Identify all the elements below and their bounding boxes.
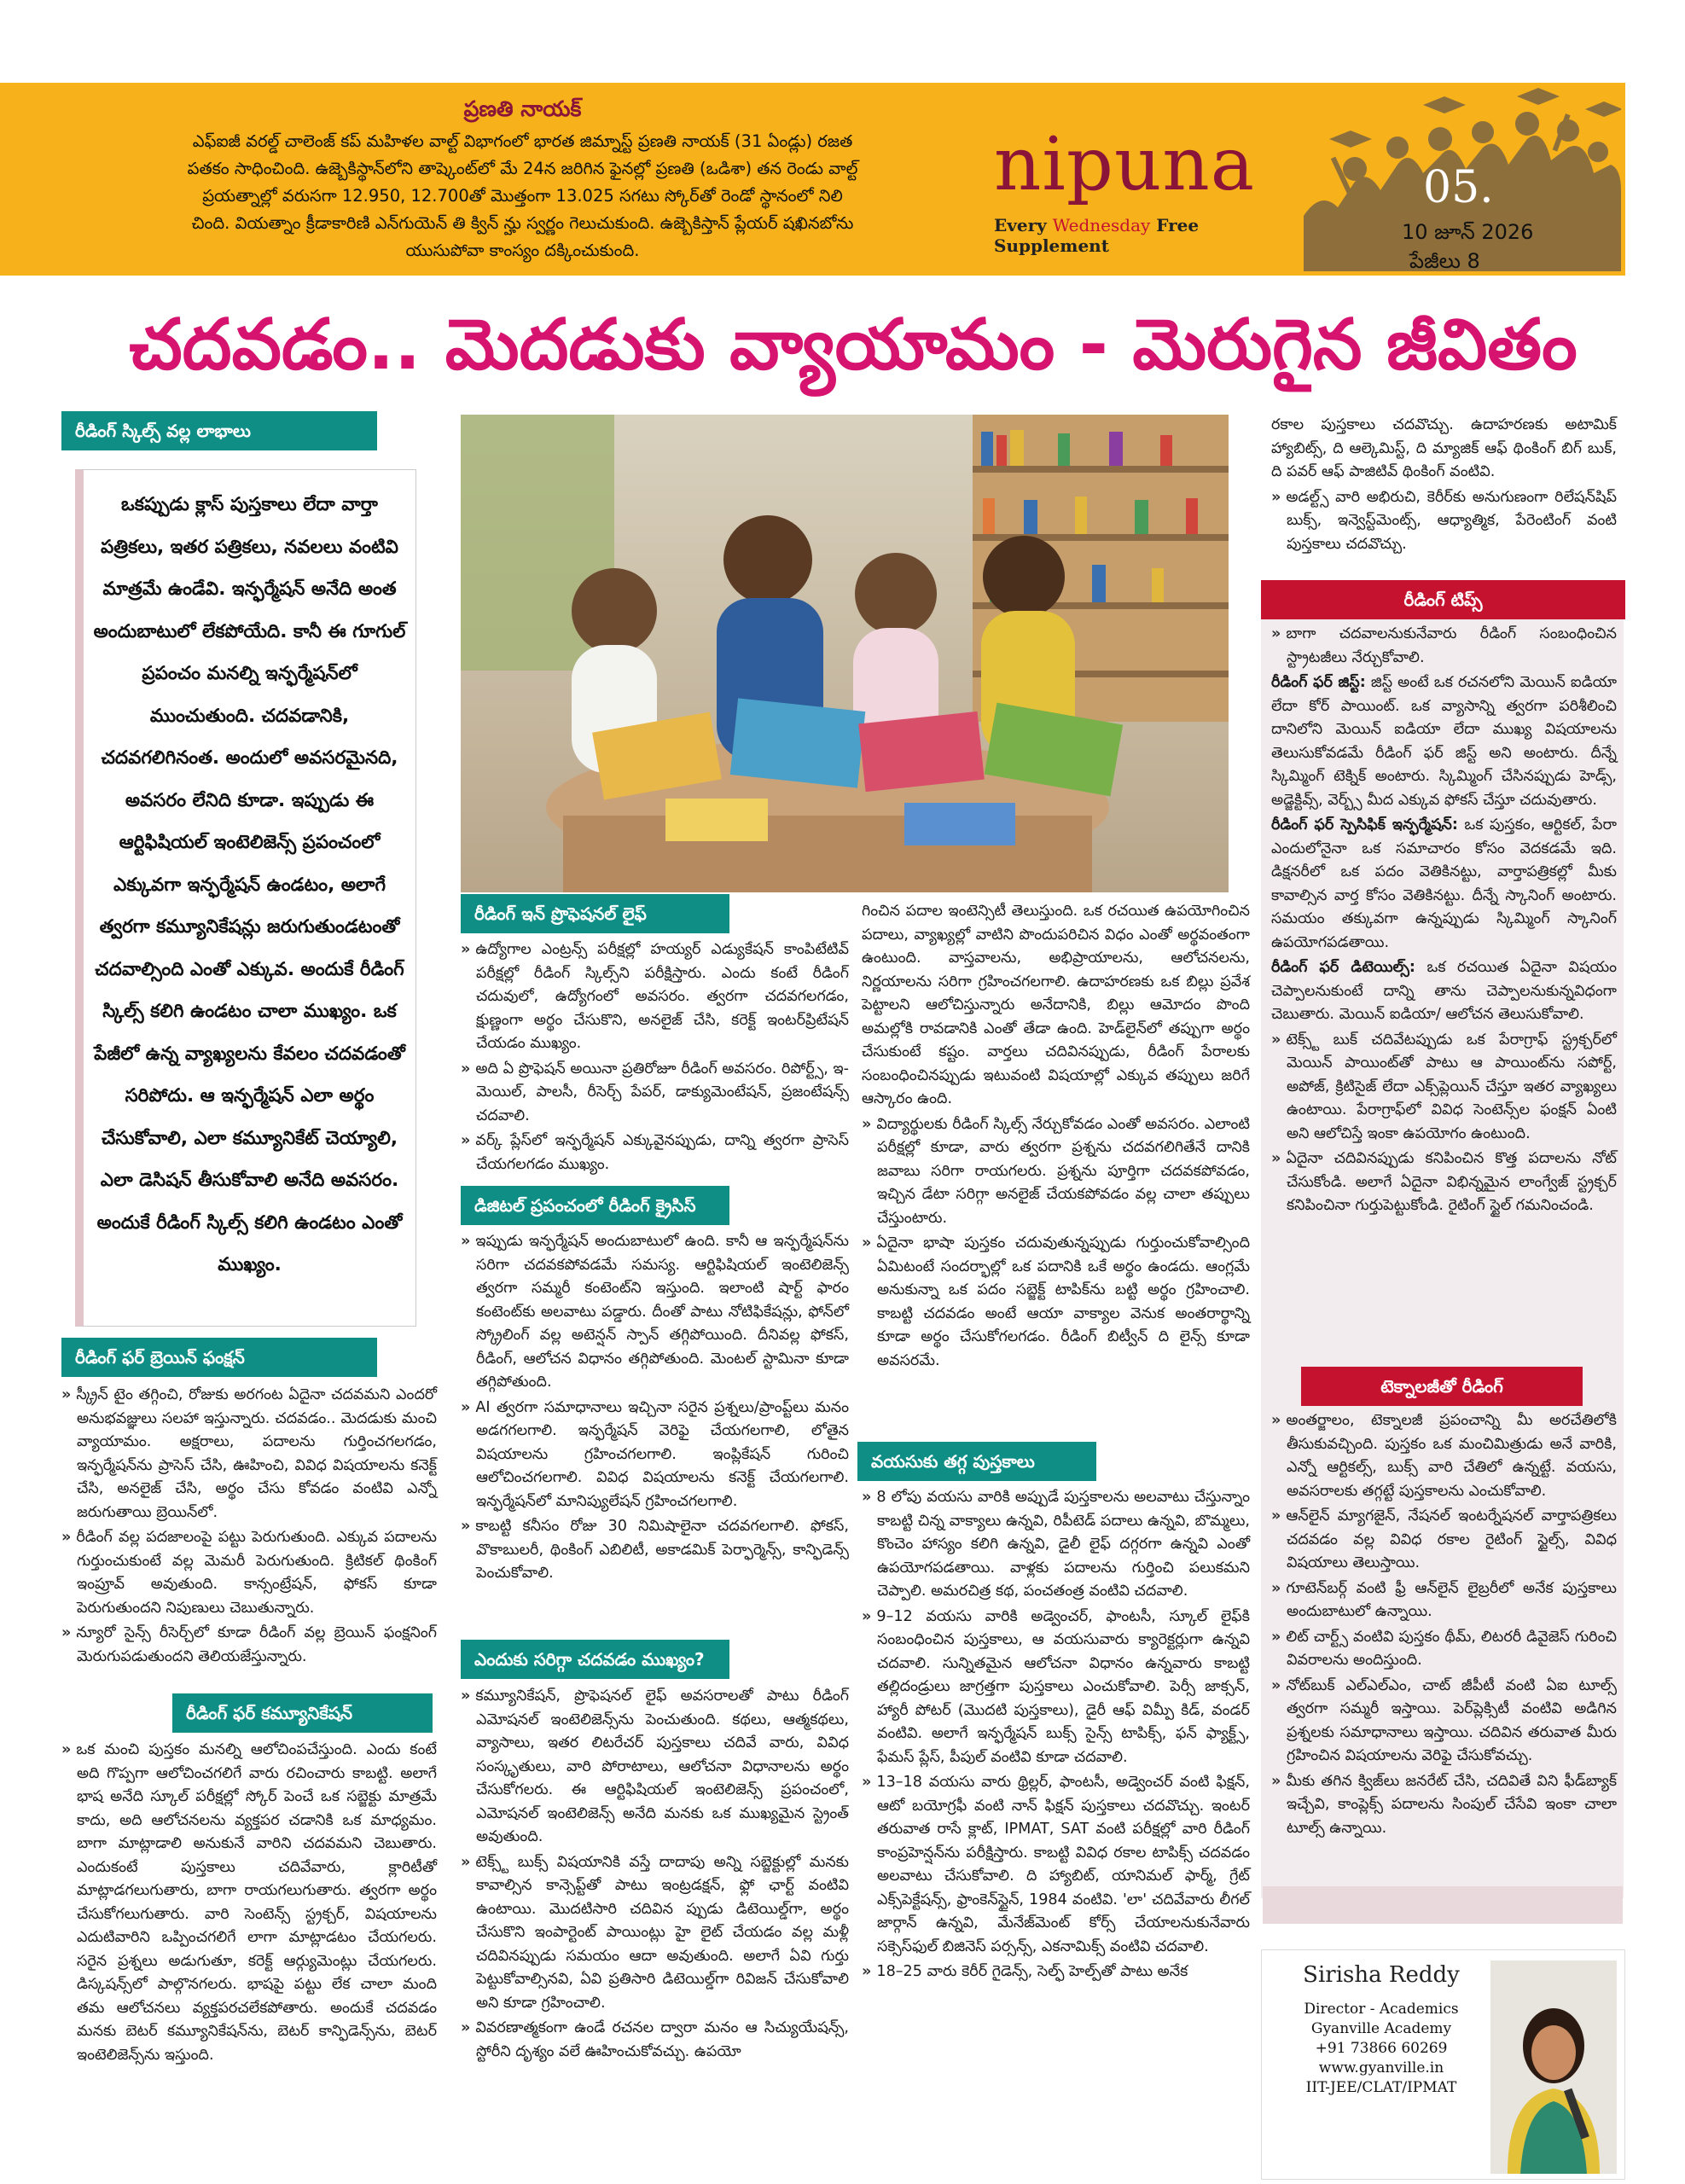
bullet-paragraph: » గూటెన్‌బర్గ్ వంటి ఫ్రీ ఆన్‌లైన్ లైబ్రరీలో అనేక పుస్తకాలు అందుబాటులో ఉన్నాయి. xyxy=(1271,1577,1617,1624)
professional-section xyxy=(461,938,849,1178)
bullet-paragraph: » AI త్వరగా సమాధానాలు ఇచ్చినా సరైన ప్రశ్నలు/ప్రాంప్ట్‌లు మనం అడగగలగాలి. ఇన్ఫర్మేషన్ వెరిఫై చేయగలగాలి, లోతైన విషయాలను గ్రహించగలగాలి. ఇంప్లికేషన్‌ గురించి ఆలోచించగలగాలి. వివిధ విషయాలను కనెక్ట్ చేయగలగాలి. ఇన్ఫర్మేషన్‌లో మానిప్యులేషన్ గ్రహించగలగాలి. xyxy=(461,1397,849,1514)
tip-text: ఒక రచయిత ఏదైనా విషయం చెప్పాలనుకుంటే దాన్ని తాను చెప్పాలనుకున్నవిధంగా చెబుతారు. మెయిన్ ఐడియా/ ఆలోచన తెలుసుకోవాలి. xyxy=(1271,959,1617,1023)
bullet-paragraph: » కాబట్టి కనీసం రోజు 30 నిమిషాలైనా చదవగలగాలి. ఫోకస్, వొకాబులరీ, థింకింగ్ ఎబిలిటీ, అకాడమిక్ పెర్ఫార్మెన్స్, కాన్ఫిడెన్స్ పెంచుకోవాలి. xyxy=(461,1515,849,1586)
bullet-paragraph: » మీకు తగిన క్విజ్‌లు జనరేట్ చేసి, చదివితే విని ఫీడ్‌బ్యాక్ ఇచ్చేవి, కాంప్లెక్స్ పదాలను సింపుల్ చేసేవి ఇంకా చాలా టూల్స్ ఉన్నాయి. xyxy=(1271,1770,1617,1841)
author-org: Gyanville Academy xyxy=(1310,2020,1452,2037)
column3-top xyxy=(862,900,1250,1374)
bullet-paragraph: » రీడింగ్ వల్ల పదజాలంపై పట్టు పెరుగుతుంది. ఎక్కువ పదాలను గుర్తుంచుకుంటే వల్ల మెమరీ పెరుగుతుంది. క్రిటికల్ థింకింగ్ ఇంప్రూవ్ అవుతుంది. కాన్సంట్రేషన్, ఫోకస్ కూడా పెరుగుతుందని నిపుణులు చెబుతున్నారు. xyxy=(61,1526,437,1620)
bullet-paragraph: » 9–12 వయసు వారికి అడ్వెంచర్, ఫాంటసీ, స్కూల్ లైఫ్‌కి సంబంధించిన పుస్తకాలు, ఆ వయసువారు క్యారెక్టర్లుగా ఉన్నవి చదవాలి. సున్నితమైన ఆలోచనా విధానం ఉన్నవారు కాబట్టి తల్లిదండ్రులు జాగ్రత్తగా పుస్తకాలు ఎంచుకోవాలి. పెర్సీ జాక్సన్, హ్యారీ పోటర్ (మొదటి పుస్తకాలు), డైరీ ఆఫ్ విమ్పీ కిడ్, వండర్ వంటివి. అలాగే ఇన్ఫర్మేషన్ బుక్స్ సైన్స్ టాపిక్స్, ఫన్ ఫ్యాక్ట్స్, ఫేమస్ ప్లేస్, పీపుల్ వంటివి కూడా చదవాలి. xyxy=(862,1606,1250,1770)
section-bar-tips: రీడింగ్ టిప్స్ xyxy=(1261,580,1625,619)
tip-title: రీడింగ్ ఫర్ డిటెయిల్స్: xyxy=(1271,959,1415,976)
bullet-paragraph: » అడల్ట్స్ వారి అభిరుచి, కెరీర్‌కు అనుగుణంగా రిలేషన్‌షిప్ బుక్స్, ఇన్వెస్ట్‌మెంట్స్, ఆధ్యాత్మిక, పేరెంటింగ్ వంటి పుస్తకాలు చదవొచ్చు. xyxy=(1271,486,1617,557)
bullet-paragraph: » 13–18 వయసు వారు థ్రిల్లర్, ఫాంటసీ, అడ్వెంచర్ వంటి ఫిక్షన్, ఆటో బయోగ్రఫీ వంటి నాన్ ఫిక్షన్ పుస్తకాలు చదవొచ్చు. ఇంటర్ తరువాత రాసే క్లాట్, IPMAT, SAT వంటి పరీక్షల్లో వారి రీడింగ్ కాంప్రహెన్షన్‌ను పరీక్షిస్తారు. కాబట్టి వివిధ రకాల టాపిక్స్ చదవడం అలవాటు చేసుకోవాలి. ది హ్యాబిట్, యానిమల్ ఫార్మ్, గ్రేట్ ఎక్స్‌పెక్టేషన్స్, ఫ్రాంకెన్‌స్టైన్, 1984 వంటివి. 'లా' చదివేవారు లీగల్ జార్గాన్ ఉన్నవి, మేనేజ్‌మెంట్ కోర్స్ చేయాలనుకునేవారు సక్సెస్‌ఫుల్ బిజినెస్ పర్సన్స్, ఎకనామిక్స్ వంటివి చదవాలి. xyxy=(862,1771,1250,1959)
tip-item xyxy=(1271,671,1617,812)
intro-box: ఒకప్పుడు క్లాస్ పుస్తకాలు లేదా వార్తా పత్రికలు, ఇతర పత్రికలు, నవలలు వంటివి మాత్రమే ఉండేవి. ఇన్ఫర్మేషన్ అనేది అంత అందుబాటులో లేకపోయేది. కానీ ఈ గూగుల్ ప్రపంచం మనల్ని ఇన్ఫర్మేషన్‌లో ముంచుతుంది. చదవడానికి, చదవగలిగినంత. అందులో అవసరమైనది, అవసరం లేనిది కూడా. ఇప్పుడు ఈ ఆర్టిఫిషియల్ ఇంటెలిజెన్స్ ప్రపంచంలో ఎక్కువగా ఇన్ఫర్మేషన్ ఉండటం, అలాగే త్వరగా కమ్యూనికేషన్లు జరుగుతుండటంతో చదవాల్సింది ఎంతో ఎక్కువ. అందుకే రీడింగ్ స్కిల్స్ కలిగి ఉండటం చాలా ముఖ్యం. ఒక పేజీలో ఉన్న వ్యాఖ్యలను కేవలం చదవడంతో సరిపోదు. ఆ ఇన్ఫర్మేషన్ ఎలా అర్థం చేసుకోవాలి, ఎలా కమ్యూనికేట్ చెయ్యాలి, ఎలా డెసిషన్ తీసుకోవాలి అనేది అవసరం. అందుకే రీడింగ్ స్కిల్స్ కలిగి ఉండటం ఎంతో ముఖ్యం. xyxy=(75,469,416,1327)
page-headline: చదవడం.. మెదడుకు వ్యాయామం - మెరుగైన జీవితం xyxy=(129,305,1578,386)
brand-tagline xyxy=(994,215,1301,256)
author-name: Sirisha Reddy xyxy=(1303,1962,1460,1988)
tagline-part: Free Supplement xyxy=(994,215,1200,256)
section-bar-age: వయసుకు తగ్గ పుస్తకాలు xyxy=(857,1442,1096,1481)
author-exams: IIT-JEE/CLAT/IPMAT xyxy=(1305,2079,1457,2096)
technology-section xyxy=(1271,1409,1617,1842)
tip-title: రీడింగ్ ఫర్ స్పెసిఫిక్ ఇన్ఫర్మేషన్: xyxy=(1271,816,1458,834)
author-website: www.gyanville.in xyxy=(1318,2059,1444,2077)
news-brief-line: చింది. వియత్నాం క్రీడాకారిణి ఎన్‌గుయెన్ తి క్విన్ న్హు స్వర్ణం గెలుచుకుంది. ఉజ్బెకిస్తాన్ ప్లేయర్ షఖినబోను xyxy=(191,213,854,233)
bullet-paragraph: » ఆన్‌లైన్ మ్యాగజైన్, నేషనల్ ఇంటర్నేషనల్ వార్తాపత్రికలు చదవడం వల్ల వివిధ రకాల రైటింగ్ స్టైల్స్, వివిధ విషయాలు తెలుస్తాయి. xyxy=(1271,1505,1617,1576)
bullet-paragraph: » ఏదైనా చదివినప్పుడు కనిపించిన కొత్త పదాలను నోట్ చేసుకోండి. అలాగే ఏదైనా విభిన్నమైన లాంగ్వేజ్ స్ట్రక్చర్ కనిపించినా గుర్తుపెట్టుకోండి. రైటింగ్ స్టైల్ గమనించండి. xyxy=(1271,1147,1617,1218)
bullet-paragraph: » కమ్యూనికేషన్, ప్రొఫెషనల్ లైఫ్ అవసరాలతో పాటు రీడింగ్ ఎమోషనల్ ఇంటెలిజెన్స్‌ను పెంచుతుంది. కథలు, ఆత్మకథలు, వ్యాసాలు, ఇతర లిటరేచర్ పుస్తకాలు చదివే వారు, వివిధ సంస్కృతులు, వారి పోరాటాలు, ఆలోచనా విధానాలను అర్థం చేసుకోగలరు. ఈ ఆర్టిఫిషియల్ ఇంటెలిజెన్స్ ప్రపంచంలో, ఎమోషనల్ ఇంటెలిజెన్స్ అనేది మనకు ఒక ముఖ్యమైన స్ట్రెంత్ అవుతుంది. xyxy=(461,1685,849,1850)
paragraph: రకాల పుస్తకాలు చదవొచ్చు. ఉదాహరణకు అటామిక్ హ్యాబిట్స్, ది ఆల్కెమిస్ట్, ది మ్యాజిక్ ఆఫ్ థింకింగ్ బిగ్ బుక్, ది పవర్ ఆఫ్ పాజిటివ్ థింకింగ్ వంటివి. xyxy=(1271,416,1617,480)
section-bar-brain: రీడింగ్ ఫర్ బ్రెయిన్ ఫంక్షన్ xyxy=(61,1338,377,1377)
bullet-paragraph: » ఇప్పుడు ఇన్ఫర్మేషన్ అందుబాటులో ఉంది. కానీ ఆ ఇన్ఫర్మేషన్‌ను సరిగా చదవకపోవడమే సమస్య. ఆర్టిఫిషియల్ ఇంటెలిజెన్స్ త్వరగా సమ్మరీ కంటెంట్‌ని ఇస్తుంది. ఇలాంటి షార్ట్ ఫారం కంటెంట్‌కు అలవాటు పడ్డారు. దీంతో పాటు నోటిఫికేషన్లు, ఫోన్‌లో స్క్రోలింగ్ వల్ల అటెన్షన్ స్పాన్ తగ్గిపోయింది. దీనివల్ల ఫోకస్, రీడింగ్, ఆలోచన విధానం తగ్గిపోతుంది. మెంటల్ స్టామినా కూడా తగ్గిపోతుంది. xyxy=(461,1230,849,1395)
column4-top xyxy=(1271,414,1617,558)
issue-number: 05. xyxy=(1423,162,1494,213)
tips-footer-strip xyxy=(1263,1886,1623,1924)
author-phone: +91 73866 60269 xyxy=(1315,2040,1448,2057)
age-section xyxy=(862,1486,1250,1986)
bullet-paragraph: » నోట్‌బుక్ ఎల్ఎల్ఎం, చాట్ జీపీటీ వంటి ఏఐ టూల్స్ త్వరగా సమ్మరీ ఇస్తాయి. పెర్‌ప్లెక్సిటీ వంటివి అడిగిన ప్రశ్నలకు సమాధానాలు ఇస్తాయి. చదివిన తరువాత మీరు గ్రహించిన విషయాలను వెరిఫై చేసుకోవచ్చు. xyxy=(1271,1675,1617,1769)
bullet-paragraph: » ఒక మంచి పుస్తకం మనల్ని ఆలోచింపచేస్తుంది. ఎందు కంటే అది గొప్పగా ఆలోచించగలిగే వారు రచించారు కాబట్టి. అలాగే భాష అనేది స్కూల్ పరీక్షల్లో స్కోర్ పెంచే ఒక సబ్జెక్టు మాత్రమే కాదు, అది ఆలోచనలను వ్యక్తపర చడానికి ఒక మాధ్యమం. బాగా మాట్లాడాలి అనుకునే వారిని చదవమని చెబుతారు. ఎందుకంటే పుస్తకాలు చదివేవారు, క్లారిటీతో మాట్లాడగలుగుతారు, బాగా రాయగలుగుతారు. త్వరగా అర్థం చేసుకోగలుగుతారు. వారి సెంటెన్స్ స్ట్రక్చర్, విషయాలను ఎదుటివారిని ఒప్పించగలిగే లాగా మాట్లాడటం చేయగలరు. సరైన ప్రశ్నలు అడుగుతూ, కరెక్ట్ ఆర్గ్యుమెంట్లు చేయగలరు. డిస్కషన్స్‌లో పాల్గొనగలరు. భాషపై పట్టు లేక చాలా మంది తమ ఆలోచనలు వ్యక్తపరచలేకపోతారు. అందుకే చదవడం మనకు బెటర్ కమ్యూనికేషన్‌ను, బెటర్ కాన్ఫిడెన్స్‌ను, బెటర్ ఇంటెలిజెన్స్‌ను ఇస్తుంది. xyxy=(61,1739,437,2067)
section-bar-communication: రీడింగ్ ఫర్ కమ్యూనికేషన్ xyxy=(172,1693,433,1733)
communication-section xyxy=(61,1739,437,2069)
news-brief-line: పతకం సాధించింది. ఉజ్బెకిస్థాన్‌లోని తాష్కెంట్‌లో మే 24న జరిగిన ఫైనల్లో ప్రణతి (ఒడిశా) తన రెండు వాల్ట్ xyxy=(187,159,858,178)
author-photo xyxy=(1490,1960,1617,2174)
bullet-paragraph: » వర్క్ ప్లేస్‌లో ఇన్ఫర్మేషన్ ఎక్కువైనప్పుడు, దాన్ని త్వరగా ప్రాసెస్ చేయగలగడం ముఖ్యం. xyxy=(461,1130,849,1176)
bullet-paragraph: » ఏదైనా భాషా పుస్తకం చదువుతున్నప్పుడు గుర్తుంచుకోవాల్సింది ఏమిటంటే సందర్భాల్లో ఒక పదానికి ఒకే అర్థం ఉండదు. ఆంగ్లమే అనుకున్నా ఒక పదం సబ్జెక్ట్ టాపిక్‌ను బట్టి అర్థం గ్రహించాలి. కాబట్టి చదవడం అంటే ఆయా వాక్యాల వెనుక అంతరార్థాన్ని కూడా అర్థం చేసుకోగలగడం. రీడింగ్ బిట్వీన్ ది లైన్స్ కూడా అవసరమే. xyxy=(862,1232,1250,1373)
tagline-part: Every xyxy=(994,215,1053,235)
brand-block xyxy=(994,122,1301,256)
bullet-paragraph: » 8 లోపు వయసు వారికి అప్పుడే పుస్తకాలను అలవాటు చేస్తున్నాం కాబట్టి చిన్న వాక్యాలు ఉన్నవి, రిపీటెడ్ పదాలు ఉన్నవి, బొమ్మలు, కొంచెం హాస్యం కలిగి ఉన్నవి, డైలీ లైఫ్ దగ్గరగా ఉన్నవి ఎంతో ఉపయోగపడతాయి. వాళ్లకు పదాలను గుర్తించి పలుకమని చెప్పాలి. అమరచిత్ర కథ, పంచతంత్ర వంటివి చదవాలి. xyxy=(862,1486,1250,1604)
tip-item xyxy=(1271,956,1617,1027)
bullet-paragraph: » అది ఏ ప్రొఫెషన్ అయినా ప్రతిరోజూ రీడింగ్ అవసరం. రిపోర్ట్స్, ఇ-మెయిల్, పాలసీ, రీసెర్చ్ పేపర్, డాక్యుమెంటేషన్, ప్రజంటేషన్స్ చదవాలి. xyxy=(461,1058,849,1129)
digital-section xyxy=(461,1230,849,1588)
section-bar-why: ఎందుకు సరిగ్గా చదవడం ముఖ్యం? xyxy=(461,1640,729,1679)
bullet-paragraph: » ఉద్యోగాల ఎంట్రన్స్ పరీక్షల్లో హయ్యర్ ఎడ్యుకేషన్ కాంపిటేటివ్ పరీక్షల్లో రీడింగ్ స్కిల్స్‌ని పరీక్షిస్తారు. ఎందు కంటే రీడింగ్ చదువులో, ఉద్యోగంలో అవసరం. త్వరగా చదవగలగడం, క్షుణ్ణంగా అర్థం చేసుకొని, అనలైజ్ చేసి, కరెక్ట్ ఇంటర్‌ప్రిటేషన్ చేయడం ముఖ్యం. xyxy=(461,938,849,1056)
tip-item xyxy=(1271,814,1617,955)
news-brief xyxy=(85,96,960,264)
bullet-paragraph: » న్యూరో సైన్స్ రీసెర్చ్‌లో కూడా రీడింగ్ వల్ల బ్రెయిన్ ఫంక్షనింగ్ మెరుగుపడుతుందని తెలియజేస్తున్నారు. xyxy=(61,1622,437,1669)
bullet-paragraph: » టెక్స్ట్ బుక్స్ విషయానికి వస్తే దాదాపు అన్ని సబ్జెక్టుల్లో మనకు కావాల్సిన కాన్సెప్ట్‌తో పాటు ఇంట్రడక్షన్, ఫ్లో ఛార్ట్ వంటివి ఉంటాయి. మొదటిసారి చదివిన ప్పుడు డిటెయిల్డ్‌గా, అర్థం చేసుకొని ఇంపార్టెంట్ పాయింట్లు హై లైట్ చేయడం వల్ల మళ్లీ చదివినప్పుడు సమయం ఆదా అవుతుంది. అలాగే ఏవి గుర్తు పెట్టుకోవాల్సినవి, ఏవి ప్రతిసారి డిటెయిల్డ్‌గా రివిజన్ చేసుకోవాలి అని కూడా గ్రహించాలి. xyxy=(461,1851,849,2016)
bullet-paragraph: » 18–25 వారు కెరీర్ గైడెన్స్, సెల్ఫ్ హెల్ప్‌తో పాటు అనేక xyxy=(862,1960,1250,1984)
section-bar-benefits: రీడింగ్ స్కిల్స్ వల్ల లాభాలు xyxy=(61,411,377,450)
tips-section xyxy=(1271,623,1617,1220)
author-details xyxy=(1270,2000,1492,2098)
tagline-accent: Wednesday xyxy=(1052,215,1151,235)
section-bar-technology: టెక్నాలజీతో రీడింగ్ xyxy=(1301,1367,1583,1406)
news-brief-line: ప్రయత్నాల్లో వరుసగా 12.950, 12.700తో మొత్తంగా 13.025 సగటు స్కోర్‌తో రెండో స్థానంలో నిలి xyxy=(202,186,843,206)
bullet-paragraph: » విద్యార్థులకు రీడింగ్ స్కిల్స్ నేర్చుకోవడం ఎంతో అవసరం. ఎలాంటి పరీక్షల్లో కూడా, వారు త్వరగా ప్రశ్నను చదవగలిగితేనే దానికి జవాబు సరిగా రాయగలరు. ప్రశ్నను పూర్తిగా చదవకపోవడం, ఇచ్చిన డేటా సరిగ్గా అనలైజ్ చేయకపోవడం వల్ల చాలా తప్పులు చేస్తుంటారు. xyxy=(862,1113,1250,1231)
section-bar-digital: డిజిటల్ ప్రపంచంలో రీడింగ్ క్రైసిస్ xyxy=(461,1186,729,1225)
tip-text: ఒక పుస్తకం, ఆర్టికల్, పేరా ఎందులోనైనా ఒక సమాచారం కోసం వెదకడమే ఇది. డిక్షనరీలో ఒక పదం వెతికినట్టు, వార్తాపత్రికల్లో మీకు కావాల్సిన వార్త కోసం వెతికినట్టు. దీన్నే స్కానింగ్ అంటారు. సమయం తక్కువగా ఉన్నప్పుడు స్కిమ్మింగ్ స్కానింగ్ ఉపయోగపడతాయి. xyxy=(1271,816,1617,951)
bullet-paragraph: » లిట్ చార్ట్స్ వంటివి పుస్తకం థీమ్, లిటరరీ డివైజెస్ గురించి వివరాలను అందిస్తుంది. xyxy=(1271,1626,1617,1673)
page-count: పేజీలు 8 xyxy=(1409,249,1480,273)
tip-text: జిస్ట్ అంటే ఒక రచనలోని మెయిన్ ఐడియా లేదా కోర్ పాయింట్. ఒక వ్యాసాన్ని త్వరగా పరిశీలించి దానిలోని మెయిన్ ఐడియా లేదా ముఖ్య విషయాలను తెలుసుకోవడమే రీడింగ్ ఫర్ జిస్ట్ అని అంటారు. దీన్నే స్కిమ్మింగ్ టెక్నిక్ అంటారు. స్కిమ్మింగ్ చేసినప్పుడు హెడ్స్, అడ్జెక్టివ్స్, వెర్బ్స్ మీద ఎక్కువ ఫోకస్ చేస్తూ చదువుతారు. xyxy=(1271,674,1617,809)
news-brief-line: ఎఫ్ఐజీ వరల్డ్ చాలెంజ్ కప్ మహిళల వాల్ట్ విభాగంలో భారత జిమ్నాస్ట్ ప్రణతి నాయక్ (31 ఏండ్లు) రజత xyxy=(192,131,853,151)
news-brief-title: ప్రణతి నాయక్ xyxy=(463,96,582,121)
tip-title: రీడింగ్ ఫర్ జిస్ట్: xyxy=(1271,674,1366,691)
paragraph: గించిన పదాల ఇంటెన్సిటీ తెలుస్తుంది. ఒక రచయిత ఉపయోగించిన పదాలు, వ్యాఖ్యల్లో వాటిని పొందుపరిచిన విధం ఎంతో అర్థవంతంగా ఉంటుంది. వాస్తవాలను, అభిప్రాయాలను, ఆలోచనలను, నిర్ణయాలను సరిగా గ్రహించగలగాలి. ఉదాహరణకు ఒక బిల్లు ప్రవేశ పెట్టాలని ఆలోచిస్తున్నారు అనేదానికి, బిల్లు ఆమోదం పొంది అమల్లోకి రావడానికి ఎంతో తేడా ఉంది. హెడ్‌లైన్‌లో తప్పుగా అర్థం చేసుకుంటే కష్టం. వార్తలు చదివినప్పుడు, రీడింగ్ పేరాలకు సంబంధించినప్పుడు ఇటువంటి విషయాల్లో ఎక్కువ తప్పులు జరిగే ఆస్కారం ఉంది. xyxy=(862,903,1250,1107)
bullet-paragraph: » స్క్రీన్ టైం తగ్గించి, రోజుకు అరగంట ఏదైనా చదవమని ఎందరో అనుభవజ్ఞులు సలహా ఇస్తున్నారు. చదవడం.. మెదడుకు మంచి వ్యాయామం. అక్షరాలు, పదాలను గుర్తించగలగడం, ఇన్ఫర్మేషన్‌ను ప్రాసెస్ చేసి, ఊహించి, వివిధ విషయాలను కనెక్ట్ చేసి, అనలైజ్ చేసి, అర్థం చేసు కోవడం వంటివి ఎన్నో జరుగుతాయి బ్రెయిన్‌లో. xyxy=(61,1384,437,1525)
brand-logo: nipuna xyxy=(994,122,1255,207)
bullet-paragraph: » అంతర్జాలం, టెక్నాలజీ ప్రపంచాన్ని మీ అరచేతిలోకి తీసుకువచ్చింది. పుస్తకం ఒక మంచిమిత్రుడు అనే వారికి, ఎన్నో ఆర్టికల్స్, బుక్స్ వారి చేతిలో ఉన్నట్టే. వయసు, అవసరాలకు తగ్గట్టే పుస్తకాలను ఎంచుకోవాలి. xyxy=(1271,1409,1617,1503)
section-bar-professional: రీడింగ్ ఇన్ ప్రొఫెషనల్ లైఫ్ xyxy=(461,894,729,933)
bullet-paragraph: » టెక్స్ట్ బుక్ చదివేటప్పుడు ఒక పేరాగ్రాఫ్ స్ట్రక్చర్‌లో మెయిన్ పాయింట్‌తో పాటు ఆ పాయింట్‌ను సపోర్ట్, అపోజ్, క్రిటిసైజ్ లేదా ఎక్స్‌ప్లెయిన్ చేస్తూ ఇతర వ్యాఖ్యలు ఉంటాయి. పేరాగ్రాఫ్‌లో వివిధ సెంటెన్స్‌ల ఫంక్షన్ ఏంటి అని ఆలోచిస్తే ఇంకా ఉపయోగం ఉంటుంది. xyxy=(1271,1029,1617,1147)
bullet-paragraph: » బాగా చదవాలనుకునేవారు రీడింగ్ సంబంధించిన స్ట్రాటజీలు నేర్చుకోవాలి. xyxy=(1271,623,1617,670)
children-reading-photo xyxy=(461,415,1229,892)
issue-date: 10 జూన్ 2026 xyxy=(1402,220,1534,244)
bullet-paragraph: » వివరణాత్మకంగా ఉండే రచనల ద్వారా మనం ఆ సిచ్యుయేషన్స్, స్టోరీని దృశ్యం వలే ఊహించుకోవచ్చు. ఉపయో xyxy=(461,2017,849,2064)
author-card xyxy=(1261,1949,1625,2180)
brain-section xyxy=(61,1384,437,1670)
news-brief-line: యుసుపోవా కాంస్యం దక్కించుకుంది. xyxy=(405,241,640,260)
why-section xyxy=(461,1685,849,2065)
author-role: Director - Academics xyxy=(1304,2001,1459,2018)
